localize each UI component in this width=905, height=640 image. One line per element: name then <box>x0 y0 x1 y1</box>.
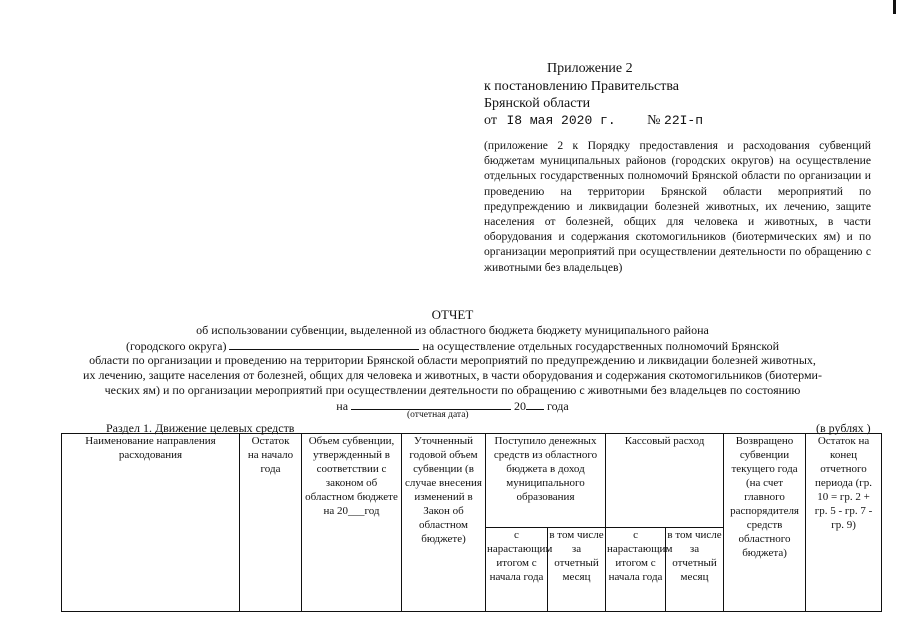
units-label: (в рублях ) <box>816 421 871 435</box>
header-revised-volume: Уточненный годовой объем субвенции (в случае внесения изменений в Закон об областном бюджете) <box>402 434 486 612</box>
report-date-blank <box>351 398 511 410</box>
appendix-date-prefix: от <box>484 113 497 128</box>
report-line-2-suffix: на осуществление отдельных государственных полномочий Брянской <box>422 339 779 353</box>
header-returned: Возвращено субвенции текущего года (на счет главного распорядителя средств областного бюджета) <box>724 434 806 612</box>
report-date-year: 20 <box>514 399 527 413</box>
header-approved-volume: Объем субвенции, утвержденный в соответствии с законом об областном бюджете на 20___год <box>302 434 402 612</box>
appendix-date-value: I8 мая 2020 г. <box>506 113 616 128</box>
scan-edge-mark <box>893 0 896 14</box>
report-line-2 <box>0 338 905 353</box>
report-line-4: их лечению, защите населения от болезней, общих для человека и животных, в части оборудования и содержания скотомогильников (биотерми- <box>83 368 822 382</box>
appendix-title: Приложение 2 <box>547 61 633 76</box>
header-cash-month: в том числе за отчетный месяц <box>666 528 724 612</box>
report-date-suffix: года <box>547 399 569 413</box>
header-balance-end: Остаток на конец отчетного периода (гр. 10 = гр. 2 + гр. 5 - гр. 7 - гр. 9) <box>806 434 882 612</box>
appendix-note: (приложение 2 к Порядку предоставления и расходования субвенций бюджетам муниципальных районов (городских округов) на осуществление отдельных государственных полномочий Брянской области по организации и проведению на территории Брянской области мероприятий по предупреждению и ликвидации болезней животных, их лечению, защите населения от болезней, общих для человека и животных, в части оборудования и содержания скотомогильников (биотермических ям) и по организации мероприятий при осуществлении деятельности по обращению с животными без владельцев) <box>484 139 871 274</box>
header-direction: Наименование направления расходования <box>62 434 240 612</box>
appendix-date-line <box>484 112 703 130</box>
header-cash-cumulative: с нарастающим итогом с начала года <box>606 528 666 612</box>
header-received-cumulative: с нарастающим итогом с начала года <box>486 528 548 612</box>
header-received-month: в том числе за отчетный месяц <box>548 528 606 612</box>
report-title: ОТЧЕТ <box>431 307 474 322</box>
appendix-number-value: 22I-п <box>664 113 704 128</box>
report-line-1: об использовании субвенции, выделенной из областного бюджета бюджету муниципального района <box>196 323 709 337</box>
report-line-3: области по организации и проведению на территории Брянской области мероприятий по предупреждению и ликвидации болезней животных, <box>89 353 816 367</box>
funds-movement-table <box>61 433 882 612</box>
municipality-blank <box>229 338 419 350</box>
report-line-5: ческих ям) и по организации мероприятий при осуществлении деятельности по обращению с животными без владельцев по состоянию <box>104 383 801 397</box>
appendix-line-2: Брянской области <box>484 96 591 111</box>
section-title: Раздел 1. Движение целевых средств <box>106 421 295 435</box>
report-date-caption: (отчетная дата) <box>407 410 469 420</box>
report-year-blank <box>526 398 544 410</box>
report-date-prefix: на <box>336 399 349 413</box>
header-received: Поступило денежных средств из областного бюджета в доход муниципального образования <box>486 434 606 528</box>
header-cash-expense: Кассовый расход <box>606 434 724 528</box>
appendix-line-1: к постановлению Правительства <box>484 79 680 94</box>
report-line-2-prefix: (городского округа) <box>126 339 227 353</box>
header-balance-start: Остаток на начало года <box>240 434 302 612</box>
appendix-number-prefix: № <box>647 113 661 128</box>
